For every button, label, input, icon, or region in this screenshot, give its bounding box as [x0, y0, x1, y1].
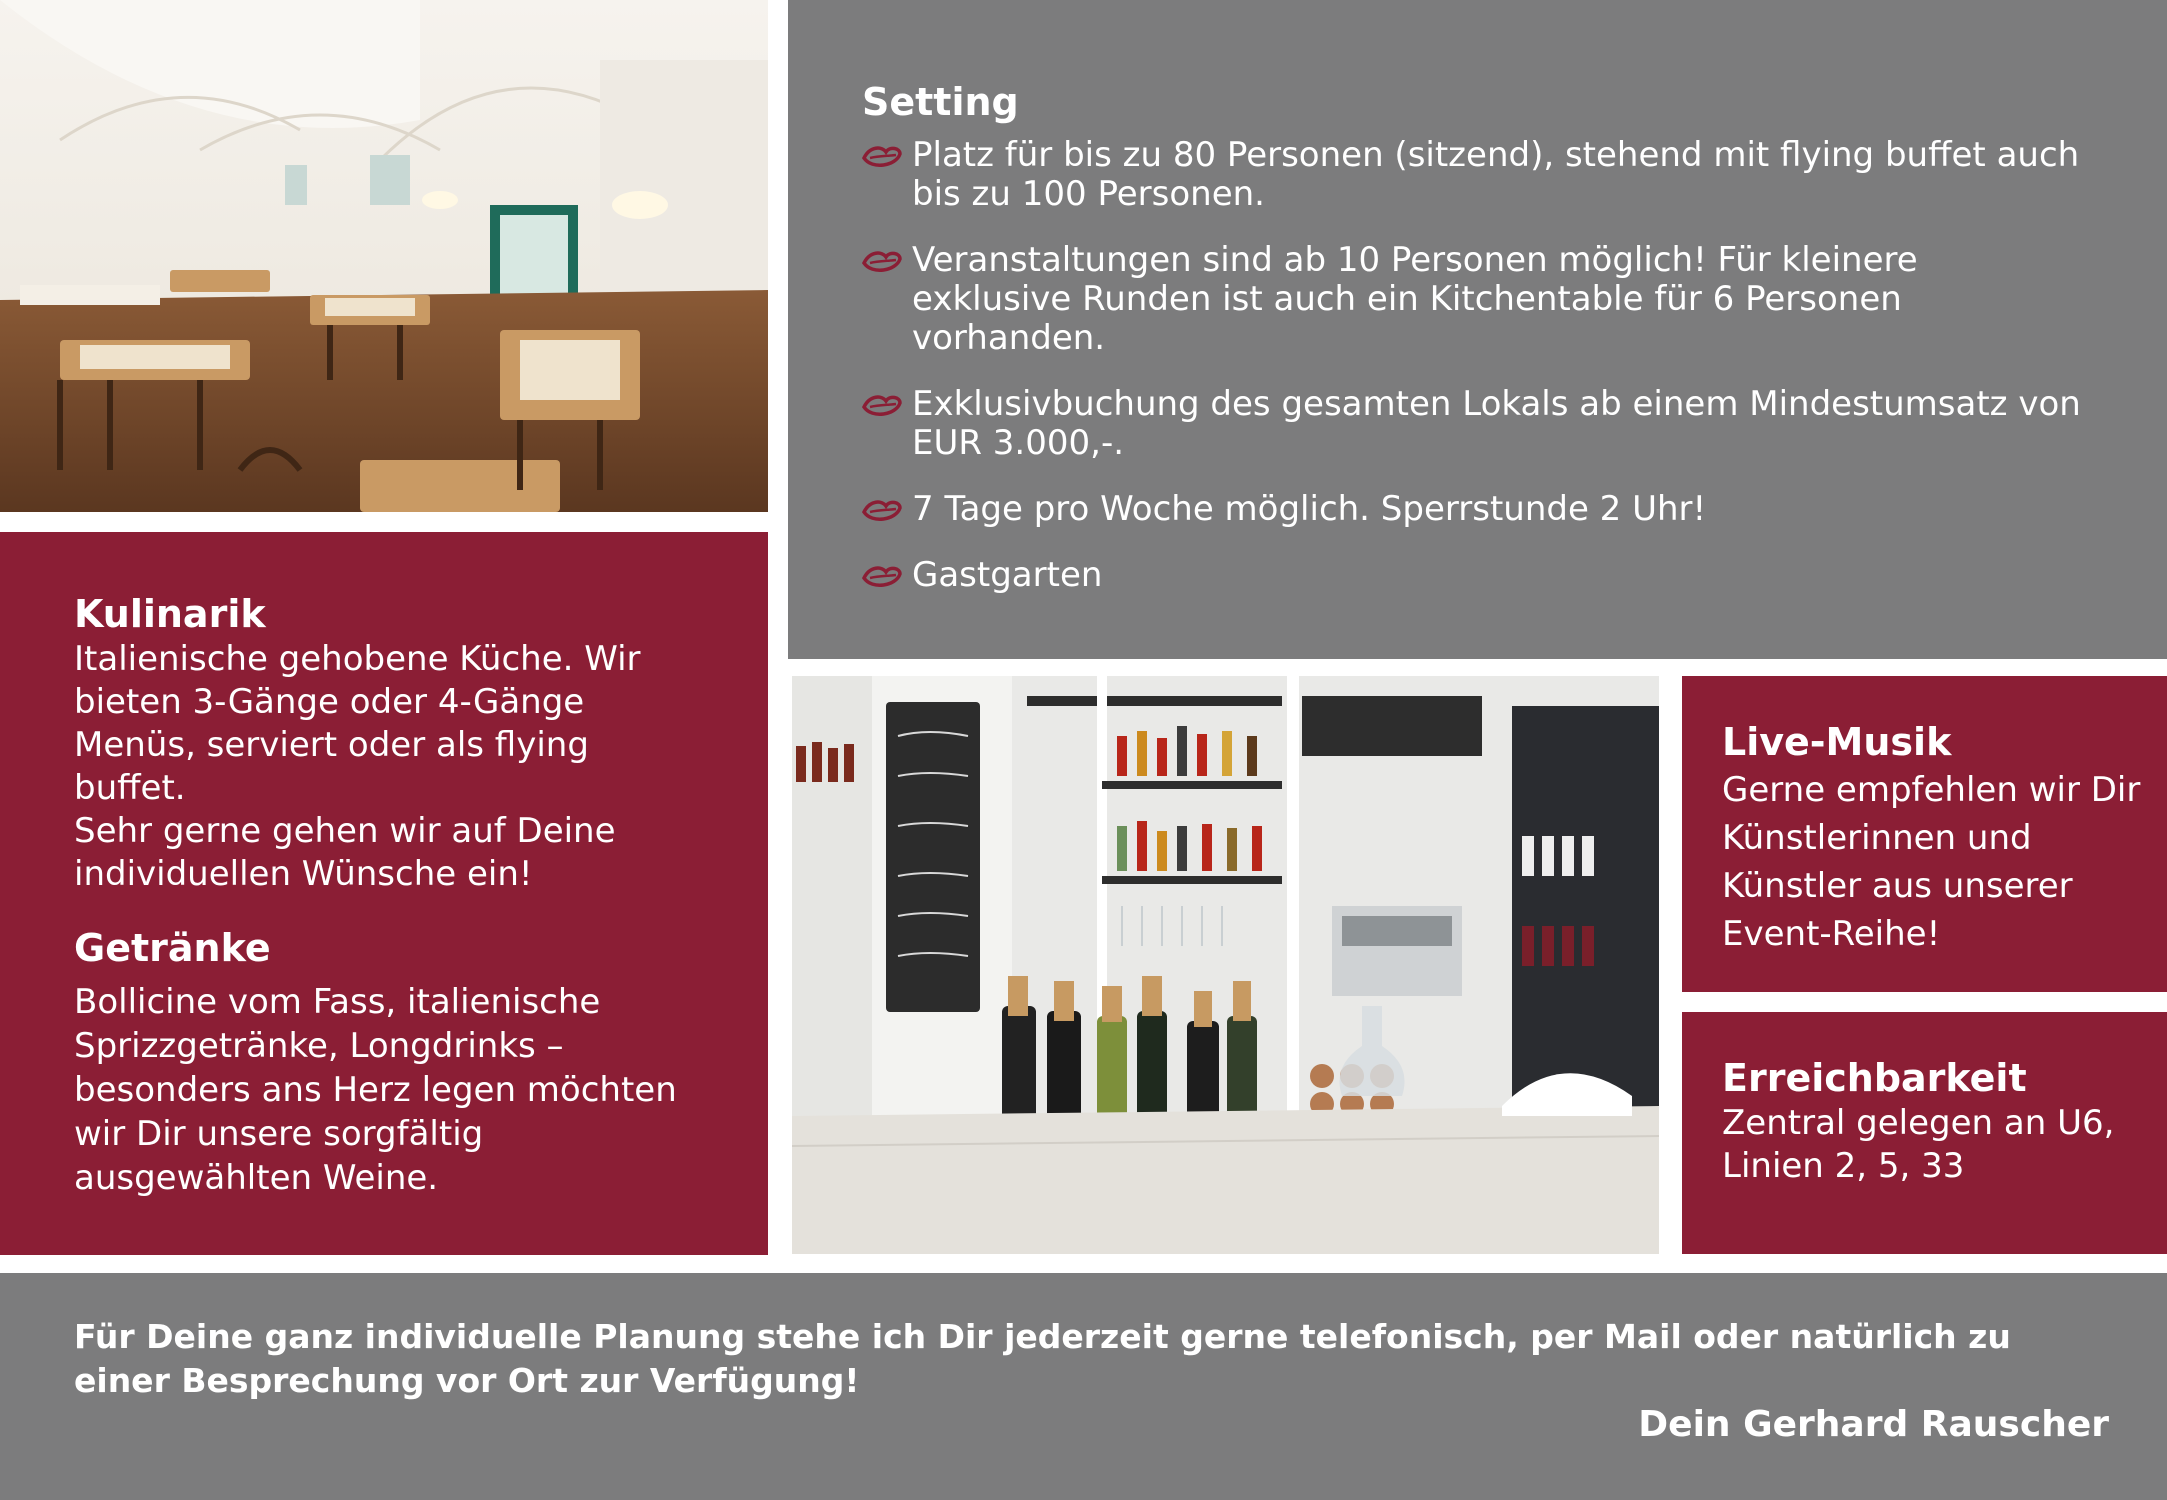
- setting-item-text: Gastgarten: [912, 555, 1103, 595]
- live-musik-panel: [1682, 676, 2167, 992]
- live-musik-title: Live-Musik: [1722, 720, 1952, 764]
- erreichbarkeit-title: Erreichbarkeit: [1722, 1056, 2027, 1100]
- getraenke-title: Getränke: [74, 926, 271, 970]
- lips-icon: [862, 144, 902, 170]
- lips-icon: [862, 564, 902, 590]
- setting-item-text: Exklusivbuchung des gesamten Lokals ab einem Mindestumsatz von EUR 3.000,-.: [912, 384, 2081, 463]
- lips-icon: [862, 393, 902, 419]
- bar-illustration: [792, 676, 1659, 1254]
- setting-item: [862, 490, 2087, 529]
- live-musik-text: Gerne empfehlen wir Dir Künstlerinnen und Künstler aus unserer Event-Reihe!: [1722, 770, 2141, 954]
- footer-text: Für Deine ganz individuelle Planung stehe ich Dir jederzeit gerne telefonisch, per Mail oder natürlich zu einer Besprechung vor Ort zur Verfügung!: [74, 1317, 2011, 1400]
- kulinarik-getraenke-panel: [0, 532, 768, 1255]
- kulinarik-title: Kulinarik: [74, 592, 266, 636]
- lips-icon: [862, 249, 902, 275]
- restaurant-interior-illustration: [0, 0, 768, 512]
- spacer: [74, 896, 708, 924]
- restaurant-interior-photo: [0, 0, 768, 512]
- setting-panel: [788, 0, 2167, 659]
- kulinarik-wishes-text: Sehr gerne gehen wir auf Deine individuellen Wünsche ein!: [74, 811, 616, 894]
- setting-item: [862, 385, 2087, 463]
- getraenke-text: Bollicine vom Fass, italienische Sprizzgetränke, Longdrinks – besonders ans Herz legen möchten wir Dir unsere sorgfältig ausgewählten Weine.: [74, 982, 677, 1198]
- setting-item: [862, 241, 2087, 358]
- signature: Dein Gerhard Rauscher: [1638, 1404, 2109, 1445]
- erreichbarkeit-panel: [1682, 1012, 2167, 1254]
- setting-item-text: 7 Tage pro Woche möglich. Sperrstunde 2 Uhr!: [912, 489, 1707, 529]
- setting-list: [862, 136, 2087, 595]
- setting-item: [862, 136, 2087, 214]
- setting-item-text: Platz für bis zu 80 Personen (sitzend), stehend mit flying buffet auch bis zu 100 Personen.: [912, 135, 2080, 214]
- erreichbarkeit-text: Zentral gelegen an U6, Linien 2, 5, 33: [1722, 1103, 2115, 1186]
- bar-photo: [792, 676, 1659, 1254]
- footer-panel: [0, 1273, 2167, 1500]
- setting-title: Setting: [862, 80, 1019, 124]
- kulinarik-text: Italienische gehobene Küche. Wir bieten 3-Gänge oder 4-Gänge Menüs, serviert oder als flying buffet.: [74, 639, 641, 808]
- setting-item: [862, 556, 2087, 595]
- lips-icon: [862, 498, 902, 524]
- setting-item-text: Veranstaltungen sind ab 10 Personen möglich! Für kleinere exklusive Runden ist auch ein Kitchentable für 6 Personen vorhanden.: [912, 240, 1918, 358]
